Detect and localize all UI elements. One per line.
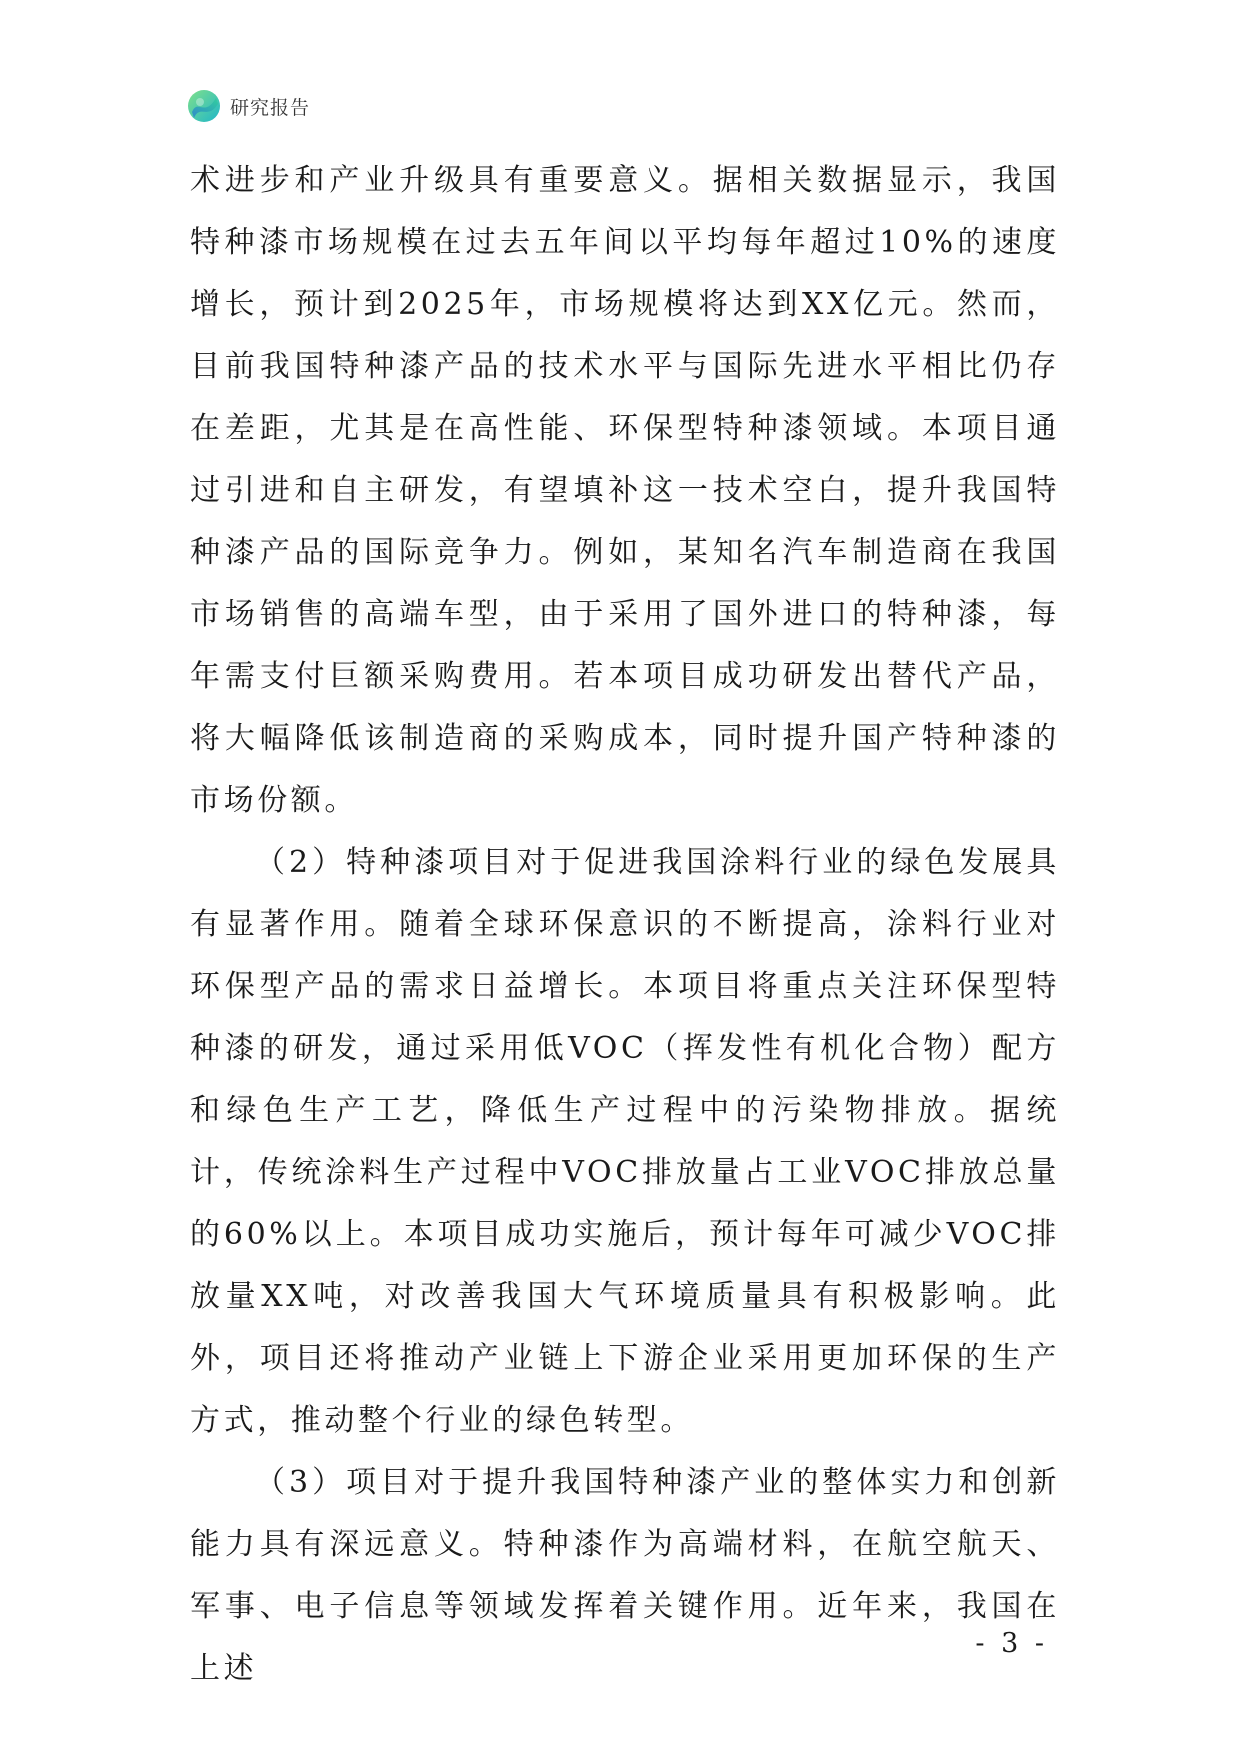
page-number: - 3 -	[975, 1628, 1048, 1659]
header-title: 研究报告	[230, 96, 311, 119]
report-logo-icon	[186, 88, 222, 124]
paragraph-point-3: （3）项目对于提升我国特种漆产业的整体实力和创新能力具有深远意义。特种漆作为高端材料，在航空航天、军事、电子信息等领域发挥着关键作用。近年来，我国在上述	[190, 1465, 1060, 1686]
paragraph-point-2: （2）特种漆项目对于促进我国涂料行业的绿色发展具有显著作用。随着全球环保意识的不断提高，涂料行业对环保型产品的需求日益增长。本项目将重点关注环保型特种漆的研发，通过采用低VOC（挥发性有机化合物）配方和绿色生产工艺，降低生产过程中的污染物排放。据统计，传统涂料生产过程中VOC排放量占工业VOC排放总量的60%以上。本项目成功实施后，预计每年可减少VOC排放量XX吨，对改善我国大气环境质量具有积极影响。此外，项目还将推动产业链上下游企业采用更加环保的生产方式，推动整个行业的绿色转型。	[190, 845, 1060, 1438]
paragraph-continuation: 术进步和产业升级具有重要意义。据相关数据显示，我国特种漆市场规模在过去五年间以平均每年超过10%的速度增长，预计到2025年，市场规模将达到XX亿元。然而，目前我国特种漆产品的技术水平与国际先进水平相比仍存在差距，尤其是在高性能、环保型特种漆领域。本项目通过引进和自主研发，有望填补这一技术空白，提升我国特种漆产品的国际竞争力。例如，某知名汽车制造商在我国市场销售的高端车型，由于采用了国外进口的特种漆，每年需支付巨额采购费用。若本项目成功研发出替代产品，将大幅降低该制造商的采购成本，同时提升国产特种漆的市场份额。	[190, 163, 1060, 818]
document-body	[190, 150, 1060, 1700]
page-header	[186, 86, 310, 126]
